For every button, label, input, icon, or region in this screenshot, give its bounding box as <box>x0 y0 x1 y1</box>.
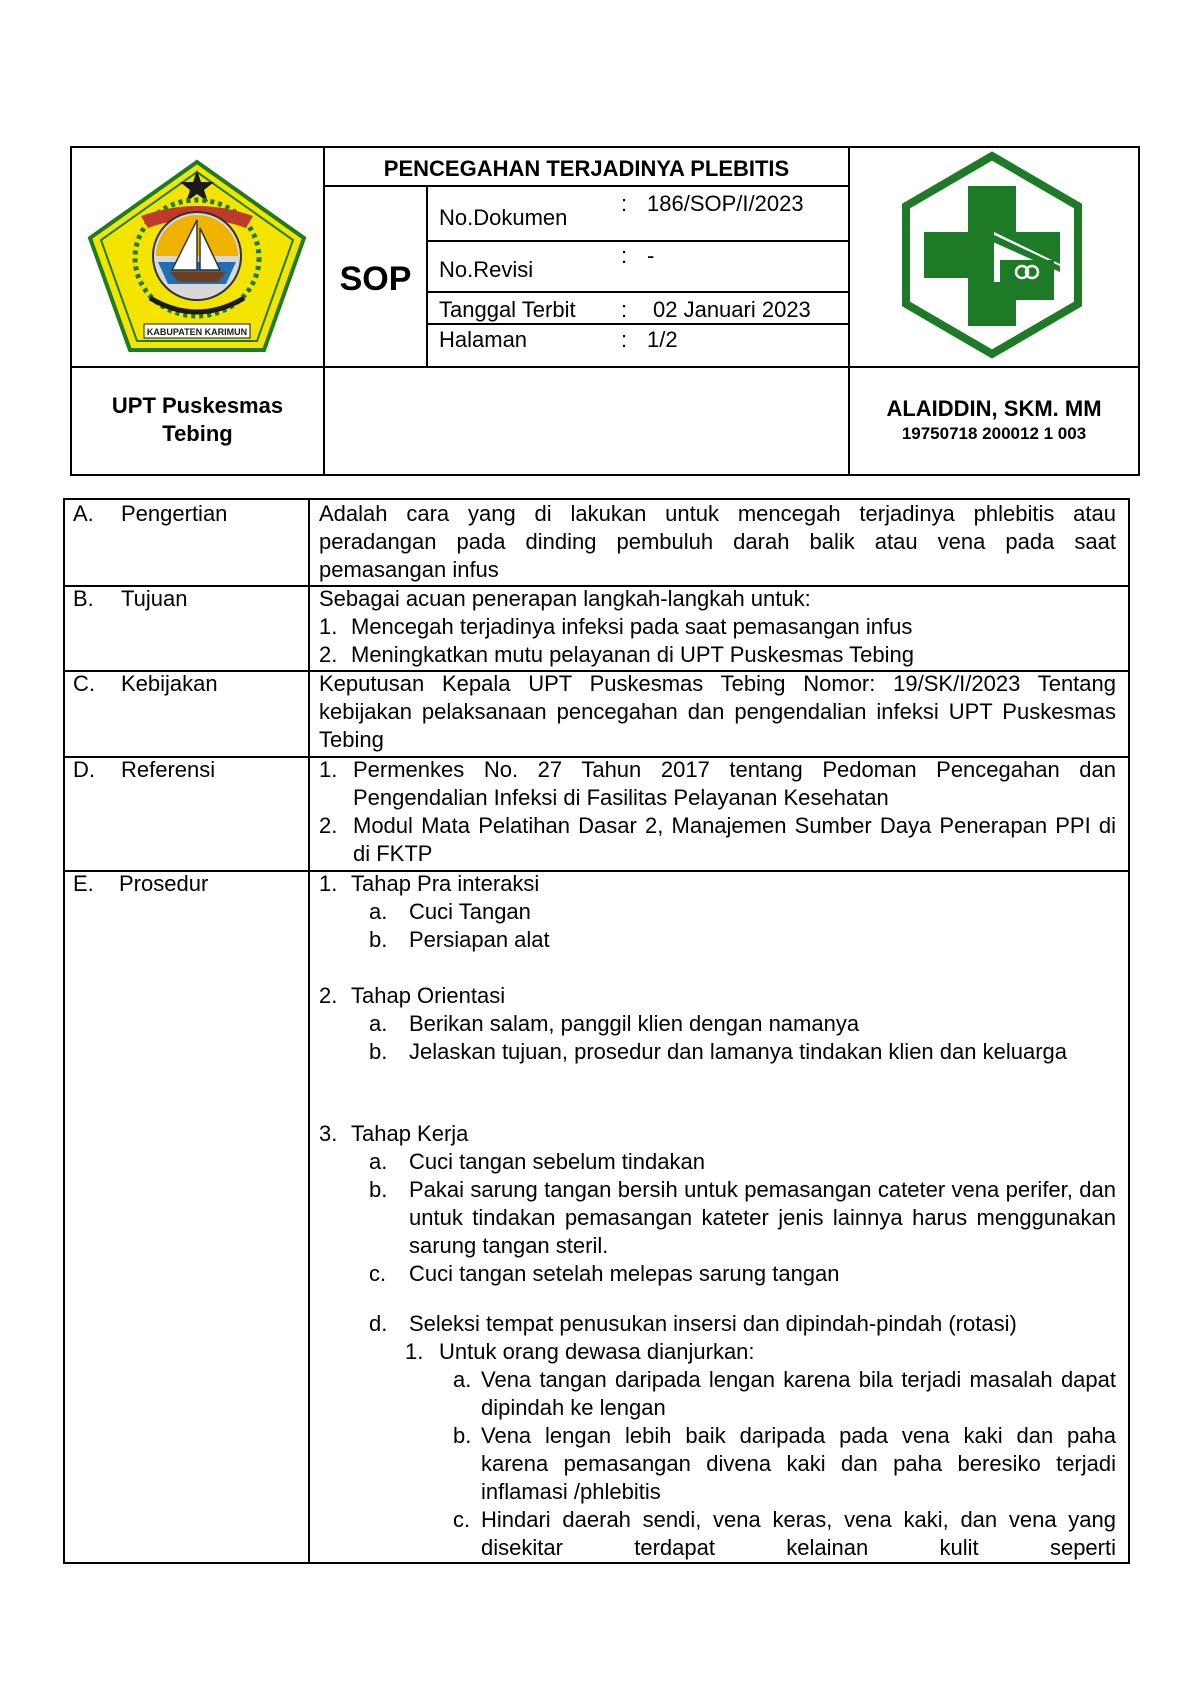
sub-step-text: Vena lengan lebih baik daripada pada vena kaki dan paha karena pemasangan divena kaki dan paha beresiko terjadi inflamasi /phlebitis <box>481 1423 1116 1504</box>
organization-name-line: UPT Puskesmas <box>111 393 284 418</box>
purpose-intro: Sebagai acuan penerapan langkah-langkah untuk: <box>319 586 811 611</box>
section-letter: B. <box>73 586 94 611</box>
sub-step-letter: a. <box>453 1367 472 1392</box>
step-text: Cuci tangan setelah melepas sarung tangan <box>409 1261 840 1286</box>
sub-step-letter: b. <box>453 1423 472 1448</box>
meta-colon: : <box>621 191 628 216</box>
signer-nip: 19750718 200012 1 003 <box>901 424 1087 443</box>
list-number: 1. <box>319 614 338 639</box>
organization-name-line: Tebing <box>162 421 233 446</box>
meta-value: 02 Januari 2023 <box>653 297 811 322</box>
step-letter: b. <box>369 927 388 952</box>
step-text: Jelaskan tujuan, prosedur dan lamanya tindakan klien dan keluarga <box>409 1039 1067 1064</box>
sub-number: 1. <box>405 1339 424 1364</box>
header-divider <box>323 148 325 474</box>
step-letter: d. <box>369 1311 388 1336</box>
section-title: Tujuan <box>121 586 188 611</box>
step-letter: c. <box>369 1261 387 1286</box>
meta-label: Halaman <box>439 327 528 352</box>
header-divider <box>323 185 850 187</box>
step-letter: b. <box>369 1039 388 1064</box>
signer-name: ALAIDDIN, SKM. MM <box>886 396 1102 421</box>
sub-step-letter: c. <box>453 1507 471 1532</box>
meta-colon: : <box>621 243 628 268</box>
organization-name <box>72 392 323 448</box>
puskesmas-logo <box>894 148 1090 360</box>
stage-number: 1. <box>319 871 338 896</box>
section-letter: A. <box>73 501 94 526</box>
list-number: 1. <box>319 757 338 782</box>
sub-step-text: Vena tangan daripada lengan karena bila terjadi masalah dapat dipindah ke lengan <box>481 1367 1116 1420</box>
header-divider <box>426 240 850 242</box>
meta-colon: : <box>621 297 628 322</box>
kabupaten-karimun-logo <box>86 158 308 354</box>
section-title: Kebijakan <box>121 671 218 696</box>
step-text: Seleksi tempat penusukan insersi dan dipindah-pindah (rotasi) <box>409 1311 1017 1336</box>
meta-colon: : <box>621 327 628 352</box>
stage-title: Tahap Orientasi <box>351 983 506 1008</box>
signer-block <box>850 396 1138 446</box>
step-letter: a. <box>369 1011 388 1036</box>
step-text: Cuci tangan sebelum tindakan <box>409 1149 705 1174</box>
policy-text: Keputusan Kepala UPT Puskesmas Tebing Nomor: 19/SK/I/2023 Tentang kebijakan pelaksanaan pencegahan dan pengendalian infeksi UPT Puskesmas Tebing <box>319 671 1116 752</box>
step-text: Persiapan alat <box>409 927 550 952</box>
stage-number: 2. <box>319 983 338 1008</box>
stage-number: 3. <box>319 1121 338 1146</box>
document-title: PENCEGAHAN TERJADINYA PLEBITIS <box>383 156 790 181</box>
step-letter: b. <box>369 1177 388 1202</box>
meta-value: 1/2 <box>647 327 678 352</box>
step-letter: a. <box>369 1149 388 1174</box>
meta-value: - <box>647 243 655 268</box>
step-text: Pakai sarung tangan bersih untuk pemasangan cateter vena perifer, dan untuk tindakan pemasangan kateter jenis lainnya harus menggunakan sarung tangan steril. <box>409 1177 1116 1258</box>
list-item: Meningkatkan mutu pelayanan di UPT Puskesmas Tebing <box>351 642 914 667</box>
table-divider <box>65 870 1128 872</box>
meta-label: No.Revisi <box>439 257 534 282</box>
list-number: 2. <box>319 642 338 667</box>
meta-label: Tanggal Terbit <box>439 297 576 322</box>
step-text: Berikan salam, panggil klien dengan namanya <box>409 1011 860 1036</box>
sop-header <box>70 146 1140 476</box>
sop-label: SOP <box>339 260 412 298</box>
stage-title: Tahap Kerja <box>351 1121 469 1146</box>
stage-title: Tahap Pra interaksi <box>351 871 540 896</box>
list-item: Mencegah terjadinya infeksi pada saat pemasangan infus <box>351 614 913 639</box>
sub-step-text: Hindari daerah sendi, vena keras, vena kaki, dan vena yang disekitar terdapat kelainan kulit seperti <box>481 1507 1116 1560</box>
reference-item: Permenkes No. 27 Tahun 2017 tentang Pedoman Pencegahan dan Pengendalian Infeksi di Fasilitas Pelayanan Kesehatan <box>353 757 1116 810</box>
section-title: Pengertian <box>121 501 228 526</box>
step-text: Cuci Tangan <box>409 899 531 924</box>
section-letter: E. <box>73 871 94 896</box>
meta-label: No.Dokumen <box>439 205 568 230</box>
header-divider <box>426 291 850 293</box>
definition-text: Adalah cara yang di lakukan untuk mencegah terjadinya phlebitis atau peradangan pada dinding pembuluh darah balik atau vena pada saat pemasangan infus <box>319 501 1116 582</box>
sub-title: Untuk orang dewasa dianjurkan: <box>439 1339 755 1364</box>
section-title: Referensi <box>121 757 216 782</box>
list-number: 2. <box>319 813 338 838</box>
meta-value: 186/SOP/I/2023 <box>647 191 804 216</box>
section-title: Prosedur <box>119 871 209 896</box>
header-divider <box>72 366 1138 368</box>
header-divider <box>426 323 850 325</box>
reference-item: Modul Mata Pelatihan Dasar 2, Manajemen Sumber Daya Penerapan PPI di di FKTP <box>353 813 1116 866</box>
section-letter: D. <box>73 757 95 782</box>
header-divider <box>426 185 428 368</box>
table-divider <box>308 500 310 1562</box>
section-letter: C. <box>73 671 95 696</box>
step-letter: a. <box>369 899 388 924</box>
svg-text:KABUPATEN KARIMUN: KABUPATEN KARIMUN <box>146 327 248 337</box>
